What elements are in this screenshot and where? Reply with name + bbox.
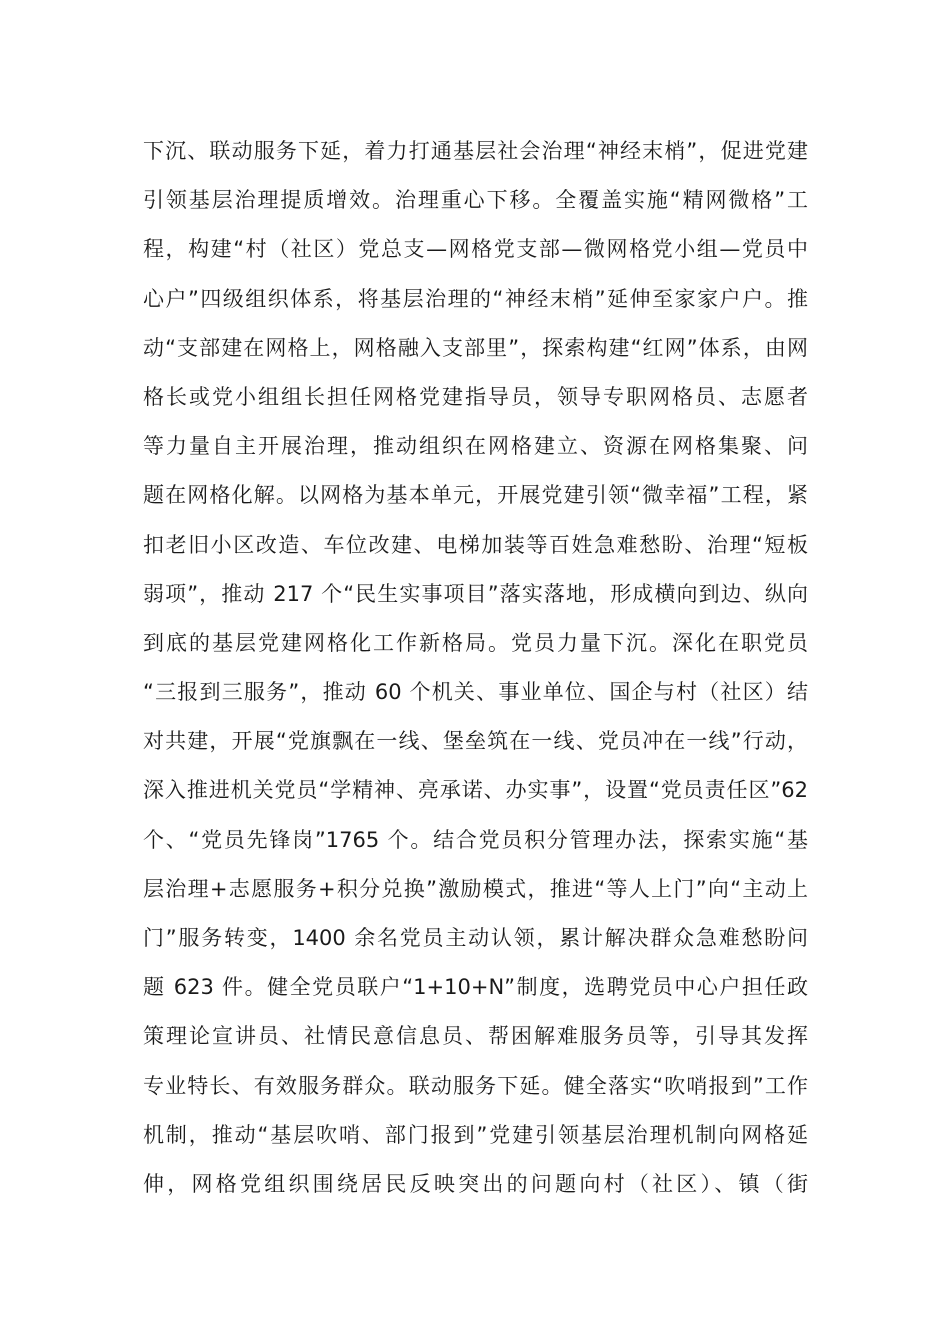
text-line-21: 机制，推动“基层吹哨、部门报到”党建引领基层治理机制向网格延	[143, 1122, 808, 1147]
text-line-17: 门”服务转变，1400 余名党员主动认领，累计解决群众急难愁盼问	[143, 926, 808, 950]
text-line-20: 专业特长、有效服务群众。联动服务下延。健全落实“吹哨报到”工作	[143, 1073, 808, 1098]
text-line-16: 层治理+志愿服务+积分兑换”激励模式，推进“等人上门”向“主动上	[143, 876, 808, 901]
text-line-9: 扣老旧小区改造、车位改建、电梯加装等百姓急难愁盼、治理“短板	[143, 532, 808, 557]
text-line-4: 心户”四级组织体系，将基层治理的“神经末梢”延伸至家家户户。推	[143, 286, 808, 311]
text-line-10: 弱项”，推动 217 个“民生实事项目”落实落地，形成横向到边、纵向	[143, 581, 808, 606]
text-line-7: 等力量自主开展治理，推动组织在网格建立、资源在网格集聚、问	[143, 434, 808, 459]
text-line-8: 题在网格化解。以网格为基本单元，开展党建引领“微幸福”工程，紧	[143, 483, 808, 508]
text-line-11: 到底的基层党建网格化工作新格局。党员力量下沉。深化在职党员	[143, 630, 808, 655]
text-line-22: 伸，网格党组织围绕居民反映突出的问题向村（社区）、镇（街	[143, 1171, 808, 1196]
text-line-6: 格长或党小组组长担任网格党建指导员，领导专职网格员、志愿者	[143, 384, 808, 409]
text-line-5: 动“支部建在网格上，网格融入支部里”，探索构建“红网”体系，由网	[143, 335, 808, 360]
text-line-19: 策理论宣讲员、社情民意信息员、帮困解难服务员等，引导其发挥	[143, 1024, 808, 1049]
text-line-18: 题 623 件。健全党员联户“1+10+N”制度，选聘党员中心户担任政	[143, 975, 808, 1000]
text-line-15: 个、“党员先锋岗”1765 个。结合党员积分管理办法，探索实施“基	[143, 827, 808, 852]
text-line-14: 深入推进机关党员“学精神、亮承诺、办实事”，设置“党员责任区”62	[143, 778, 808, 803]
text-line-1: 下沉、联动服务下延，着力打通基层社会治理“神经末梢”，促进党建	[143, 139, 808, 163]
body-text	[143, 127, 808, 1209]
text-line-2: 引领基层治理提质增效。治理重心下移。全覆盖实施“精网微格”工	[143, 188, 808, 213]
text-line-13: 对共建，开展“党旗飘在一线、堡垒筑在一线、党员冲在一线”行动，	[143, 729, 808, 754]
text-line-3: 程，构建“村（社区）党总支—网格党支部—微网格党小组—党员中	[143, 237, 808, 262]
text-line-12: “三报到三服务”，推动 60 个机关、事业单位、国企与村（社区）结	[143, 680, 808, 705]
